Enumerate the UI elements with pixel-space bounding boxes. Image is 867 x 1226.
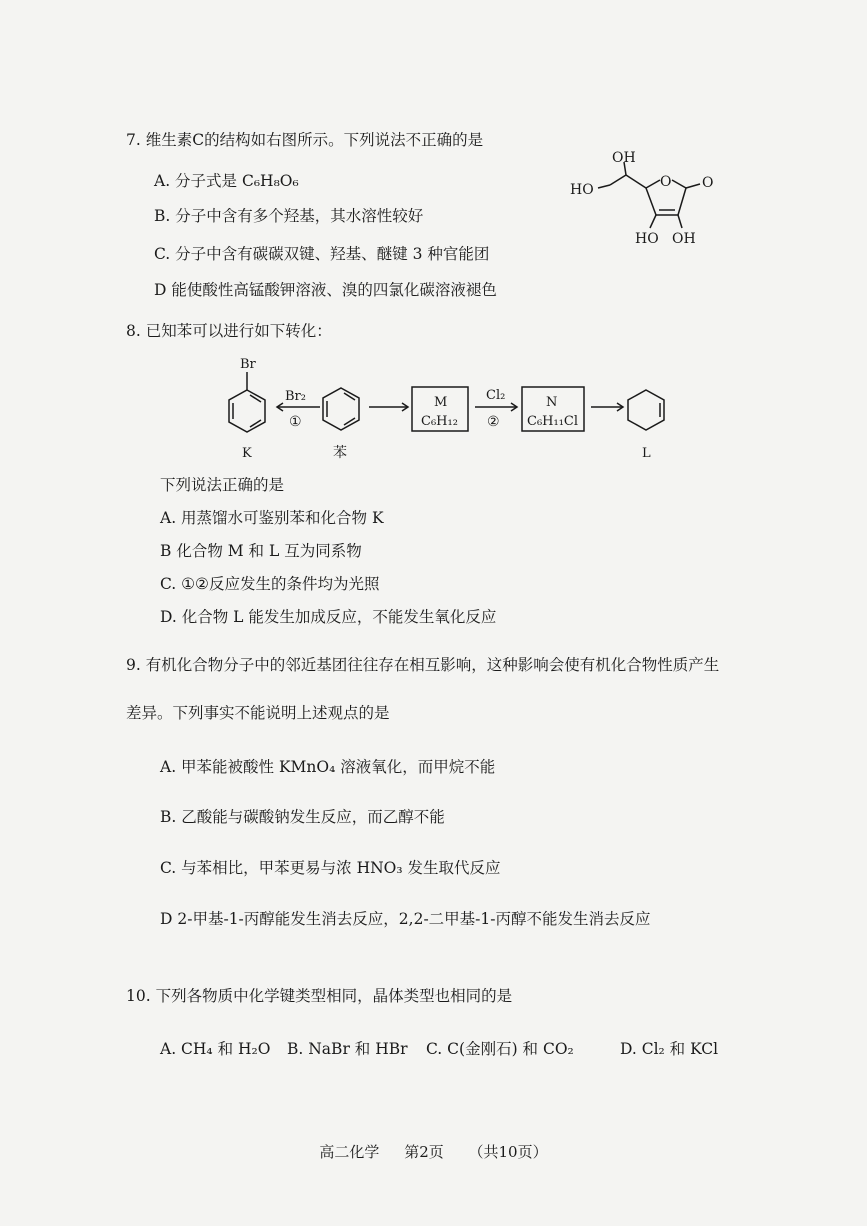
vitamin-c-structure <box>560 140 760 260</box>
q9-option-b: B. 乙酸能与碳酸钠发生反应，而乙醇不能 <box>160 808 445 826</box>
q10-option-d: D. Cl₂ 和 KCl <box>620 1040 719 1058</box>
n-formula: C₆H₁₁Cl <box>527 414 579 429</box>
q9-stem-line2: 差异。下列事实不能说明上述观点的是 <box>126 704 390 722</box>
vitc-ring-oxygen: O <box>660 174 672 190</box>
benzene-conversion-scheme <box>205 350 705 460</box>
q8-option-b: B 化合物 M 和 L 互为同系物 <box>160 542 362 560</box>
m-name: M <box>434 395 448 410</box>
q7-stem: 7. 维生素C的结构如右图所示。下列说法不正确的是 <box>126 131 484 149</box>
q7-option-d: D 能使酸性高锰酸钾溶液、溴的四氯化碳溶液褪色 <box>154 281 497 299</box>
q10-option-a: A. CH₄ 和 H₂O <box>160 1040 271 1058</box>
q10-option-c: C. C(金刚石) 和 CO₂ <box>426 1040 574 1058</box>
reagent-cl2: Cl₂ <box>486 388 506 403</box>
q8-option-c: C. ①②反应发生的条件均为光照 <box>160 575 380 593</box>
footer-page: 第2页 <box>404 1143 444 1161</box>
vitc-oh-top: OH <box>612 150 636 166</box>
vitc-oh-bottom: OH <box>672 231 696 247</box>
q9-option-c: C. 与苯相比，甲苯更易与浓 HNO₃ 发生取代反应 <box>160 859 501 877</box>
n-name: N <box>546 395 558 410</box>
m-formula: C₆H₁₂ <box>421 414 458 429</box>
page-footer <box>0 1141 867 1162</box>
q7-option-a: A. 分子式是 C₆H₈O₆ <box>154 172 299 190</box>
k-label: K <box>242 446 252 460</box>
k-bromine-label: Br <box>240 357 256 372</box>
l-label: L <box>642 446 651 460</box>
benzene-label: 苯 <box>333 445 347 460</box>
footer-total: （共10页） <box>468 1143 548 1161</box>
vitc-carbonyl-oxygen: O <box>702 175 714 191</box>
q9-option-a: A. 甲苯能被酸性 KMnO₄ 溶液氧化，而甲烷不能 <box>160 758 496 776</box>
step-2-label: ② <box>487 414 500 430</box>
q8-option-a: A. 用蒸馏水可鉴别苯和化合物 K <box>160 509 384 527</box>
vitc-ho-left: HO <box>570 182 594 198</box>
q10-option-b: B. NaBr 和 HBr <box>287 1040 408 1058</box>
q9-option-d: D 2-甲基-1-丙醇能发生消去反应，2,2-二甲基-1-丙醇不能发生消去反应 <box>160 910 651 928</box>
step-1-label: ① <box>289 414 302 430</box>
q8-stem: 8. 已知苯可以进行如下转化： <box>126 322 332 340</box>
q9-stem-line1: 9. 有机化合物分子中的邻近基团往往存在相互影响，这种影响会使有机化合物性质产生 <box>126 656 720 674</box>
footer-subject: 高二化学 <box>319 1143 380 1161</box>
q8-option-d: D. 化合物 L 能发生加成反应，不能发生氧化反应 <box>160 608 497 626</box>
q10-stem: 10. 下列各物质中化学键类型相同，晶体类型也相同的是 <box>126 987 513 1005</box>
q8-prompt: 下列说法正确的是 <box>160 476 285 494</box>
vitc-ho-bottom: HO <box>635 231 659 247</box>
q7-option-b: B. 分子中含有多个羟基，其水溶性较好 <box>154 207 424 225</box>
reagent-br2: Br₂ <box>285 389 306 404</box>
q7-option-c: C. 分子中含有碳碳双键、羟基、醚键 3 种官能团 <box>154 245 490 263</box>
